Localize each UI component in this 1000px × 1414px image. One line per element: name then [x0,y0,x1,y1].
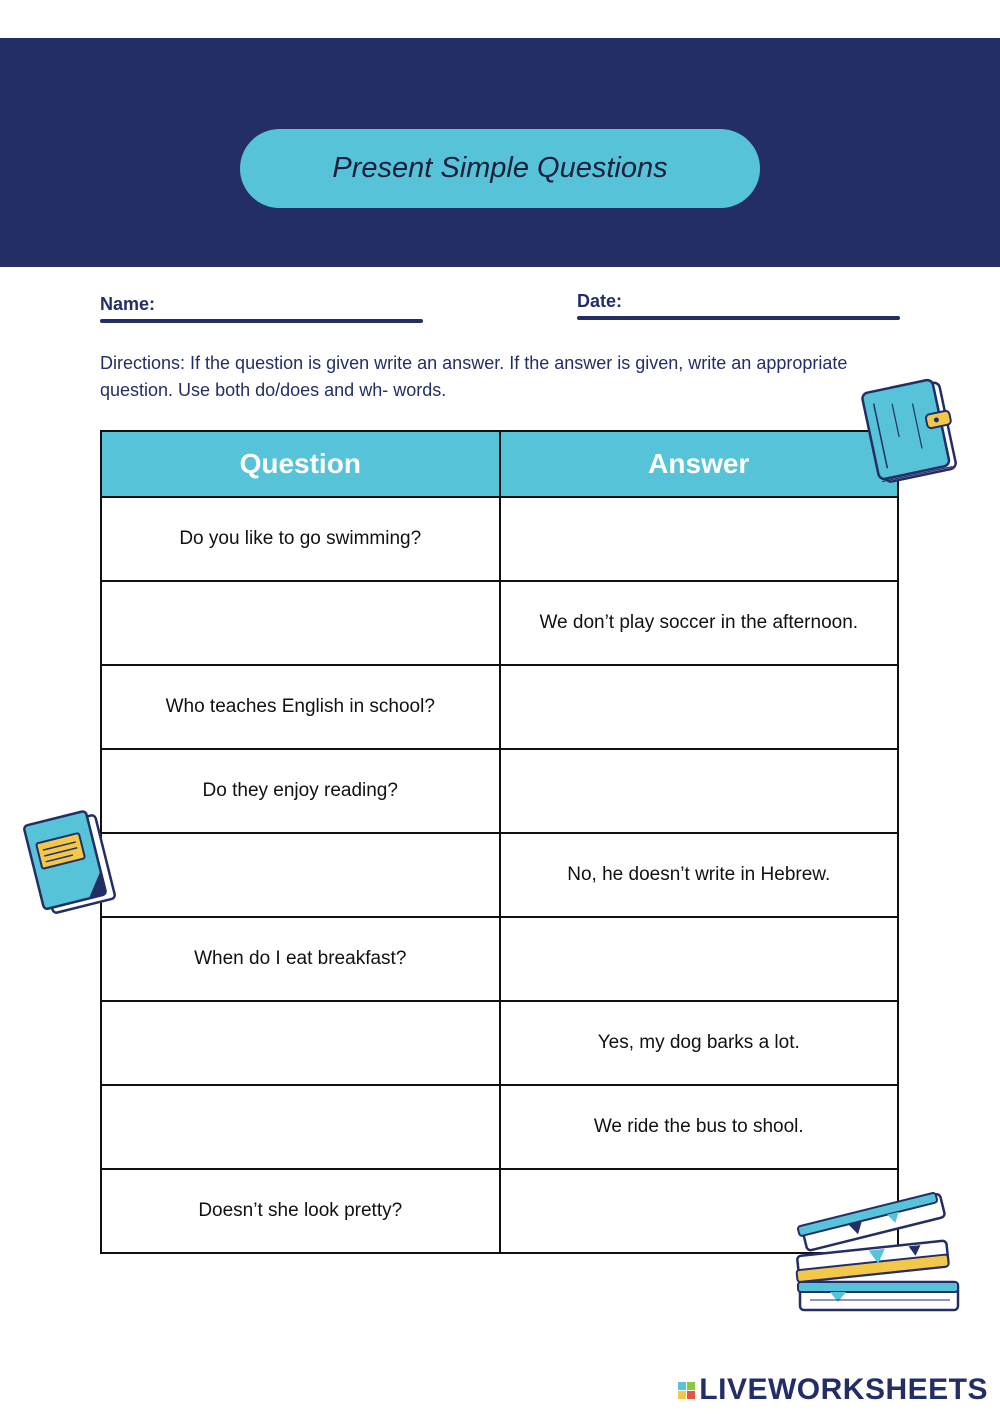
table-row [101,581,898,665]
date-line[interactable] [577,316,900,320]
table-header-row [101,431,898,497]
question-cell[interactable]: Do they enjoy reading? [101,749,500,833]
answer-cell[interactable] [500,917,899,1001]
directions-text: Directions: If the question is given write an answer. If the answer is given, write an appropriate question. Use both do/does and wh- words. [100,353,848,400]
table-row [101,833,898,917]
liveworksheets-logo[interactable] [678,1374,988,1406]
table-row [101,1169,898,1253]
question-cell[interactable] [101,1085,500,1169]
question-cell[interactable] [101,1001,500,1085]
question-cell[interactable]: Who teaches English in school? [101,665,500,749]
logo-mark-icon [678,1382,695,1399]
table-row [101,917,898,1001]
answer-cell[interactable] [500,665,899,749]
question-cell[interactable]: Doesn’t she look pretty? [101,1169,500,1253]
question-cell[interactable] [101,833,500,917]
date-label: Date: [577,291,623,311]
qa-table [100,430,899,1254]
answer-cell[interactable]: No, he doesn’t write in Hebrew. [500,833,899,917]
question-header: Question [101,431,500,497]
answer-cell[interactable]: Yes, my dog barks a lot. [500,1001,899,1085]
name-label: Name: [100,294,156,314]
answer-cell[interactable]: We ride the bus to shool. [500,1085,899,1169]
answer-header: Answer [500,431,899,497]
question-cell[interactable]: When do I eat breakfast? [101,917,500,1001]
table-row [101,749,898,833]
logo-text: LIVEWORKSHEETS [699,1373,988,1406]
question-cell[interactable]: Do you like to go swimming? [101,497,500,581]
answer-cell[interactable]: We don’t play soccer in the afternoon. [500,581,899,665]
table-row [101,1001,898,1085]
table-row [101,497,898,581]
answer-cell[interactable] [500,749,899,833]
book-stack-icon [790,1188,965,1316]
answer-cell[interactable] [500,497,899,581]
table-row [101,1085,898,1169]
name-line[interactable] [100,319,423,323]
table-row [101,665,898,749]
book-icon [20,808,120,920]
worksheet-title: Present Simple Questions [240,129,760,208]
question-cell[interactable] [101,581,500,665]
notebook-icon [858,374,968,486]
